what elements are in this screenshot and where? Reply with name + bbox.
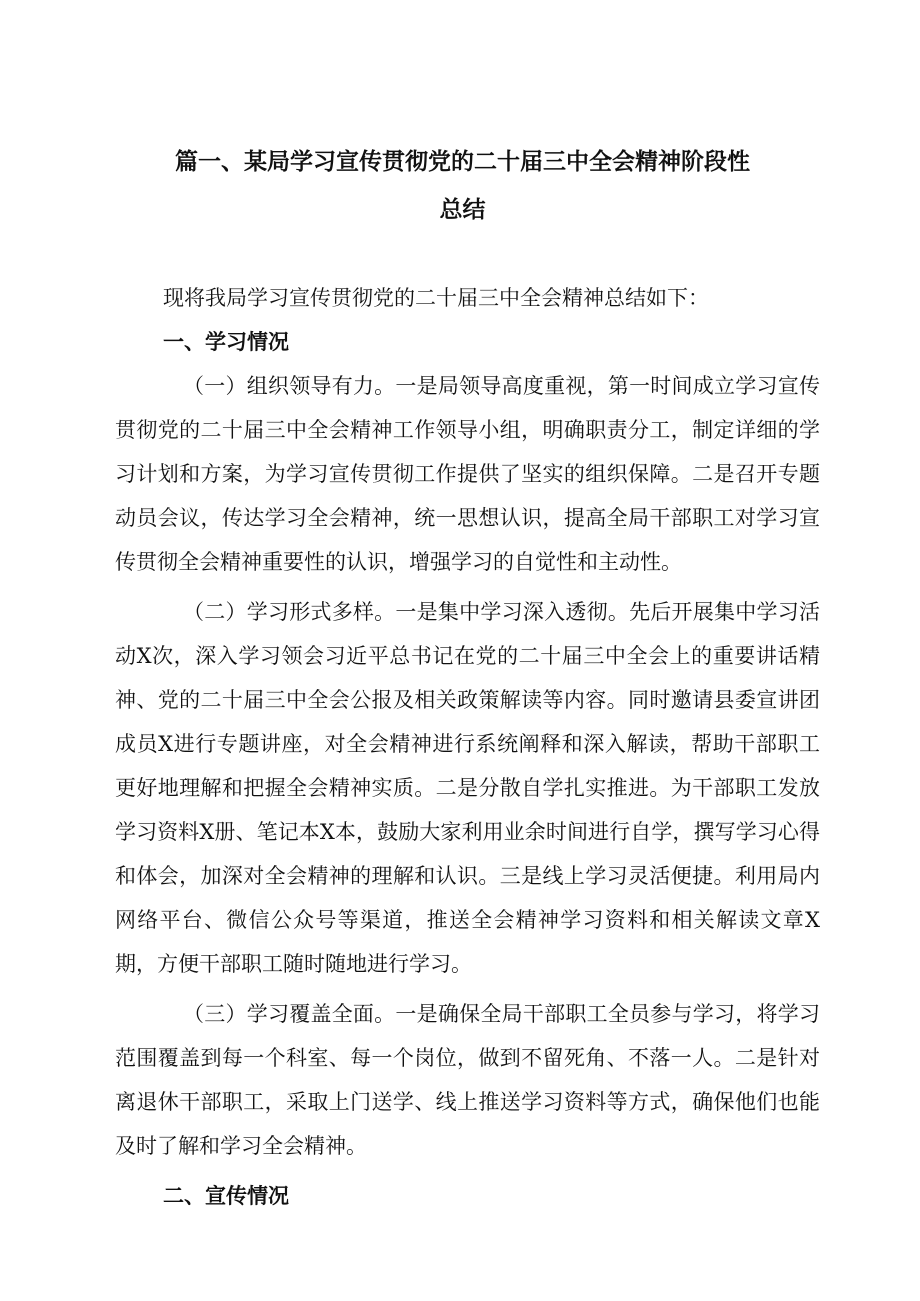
paragraph-organization: （一）组织领导有力。一是局领导高度重视，第一时间成立学习宣传贯彻党的二十届三中全会精神工作领导小组，明确职责分工，制定详细的学习计划和方案，为学习宣传贯彻工作提供了坚实的组织保障。二是召开专题动员会议，传达学习全会精神，统一思想认识，提高全局干部职工对学习宣传贯彻全会精神重要性的认识，增强学习的自觉性和主动性。: [115, 374, 820, 574]
paragraph-study-coverage: （三）学习覆盖全面。一是确保全局干部职工全员参与学习，将学习范围覆盖到每一个科室、每一个岗位，做到不留死角、不落一人。二是针对离退休干部职工，采取上门送学、线上推送学习资料等方式，确保他们也能及时了解和学习全会精神。: [115, 1002, 820, 1158]
paragraph-study-forms: （二）学习形式多样。一是集中学习深入透彻。先后开展集中学习活动X次，深入学习领会习近平总书记在党的二十届三中全会上的重要讲话精神、党的二十届三中全会公报及相关政策解读等内容。同时邀请县委宣讲团成员X进行专题讲座，对全会精神进行系统阐释和深入解读，帮助干部职工更好地理解和把握全会精神实质。二是分散自学扎实推进。为干部职工发放学习资料X册、笔记本X本，鼓励大家利用业余时间进行自学，撰写学习心得和体会，加深对全会精神的理解和认识。三是线上学习灵活便捷。利用局内网络平台、微信公众号等渠道，推送全会精神学习资料和相关解读文章X期，方便干部职工随时随地进行学习。: [115, 600, 820, 976]
intro-paragraph: 现将我局学习宣传贯彻党的二十届三中全会精神总结如下：: [163, 286, 709, 310]
title-line-2: 总结: [439, 197, 486, 223]
document-title: [115, 138, 820, 234]
section-heading-study: 一、学习情况: [163, 330, 289, 354]
section-heading-publicity: 二、宣传情况: [163, 1184, 289, 1208]
title-line-1: 篇一、某局学习宣传贯彻党的二十届三中全会精神阶段性: [175, 149, 750, 175]
